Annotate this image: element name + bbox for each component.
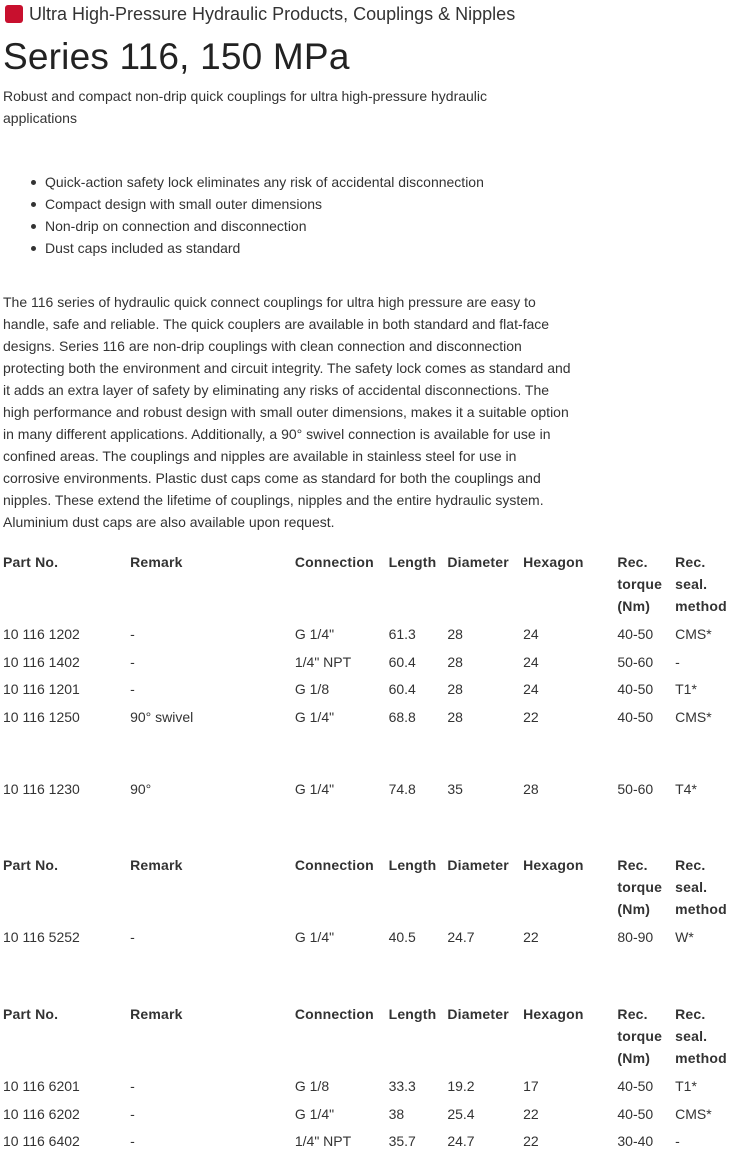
table-cell: - bbox=[130, 1133, 135, 1149]
table-cell: 10 116 1202 bbox=[3, 626, 80, 642]
table-cell: 24 bbox=[523, 681, 539, 697]
header-line: (Nm) bbox=[617, 598, 651, 614]
col-part-no: Part No. bbox=[3, 857, 59, 873]
table-cell: 22 bbox=[523, 929, 539, 945]
table-cell: 68.8 bbox=[388, 708, 416, 725]
table-cell: 90° swivel bbox=[130, 708, 194, 725]
table-cell: 28 bbox=[447, 708, 463, 725]
table-cell: 40-50 bbox=[617, 626, 654, 642]
table-cell: CMS* bbox=[675, 708, 712, 725]
table-cell: T4* bbox=[675, 780, 697, 797]
table-cell: T1* bbox=[675, 1078, 697, 1094]
table-cell: - bbox=[130, 681, 135, 697]
table-cell: G 1/8 bbox=[294, 1078, 330, 1094]
spec-table-nipple bbox=[0, 854, 735, 954]
table-header-row bbox=[0, 551, 735, 623]
page-title: Series 116, 150 MPa bbox=[3, 36, 350, 77]
table-header-row bbox=[0, 854, 735, 926]
table-cell: 24.7 bbox=[447, 1133, 475, 1149]
header-line: method bbox=[675, 598, 727, 614]
table-row bbox=[0, 1075, 735, 1103]
table-cell: W* bbox=[675, 929, 694, 945]
col-hexagon: Hexagon bbox=[523, 1006, 584, 1022]
table-row bbox=[0, 1103, 735, 1131]
col-part-no: Part No. bbox=[3, 554, 59, 570]
table-cell: 10 116 6402 bbox=[3, 1133, 80, 1149]
col-diameter: Diameter bbox=[447, 857, 509, 873]
table-cell: - bbox=[130, 1105, 135, 1122]
col-torque bbox=[617, 551, 675, 623]
header-line: Rec. bbox=[617, 1006, 648, 1022]
col-hexagon: Hexagon bbox=[523, 554, 584, 570]
col-torque bbox=[617, 854, 675, 926]
header-line: Rec. bbox=[675, 1006, 706, 1022]
table-cell: G 1/4" bbox=[294, 626, 335, 642]
table-cell: - bbox=[675, 1133, 680, 1149]
spec-table-couplings bbox=[0, 551, 735, 805]
table-cell: 10 116 1230 bbox=[3, 780, 80, 797]
table-row bbox=[0, 706, 735, 778]
table-row bbox=[0, 926, 735, 954]
table-cell: 50-60 bbox=[617, 780, 654, 797]
col-diameter: Diameter bbox=[447, 554, 509, 570]
table-cell: - bbox=[130, 1078, 135, 1094]
col-torque bbox=[617, 1003, 675, 1075]
page-subtitle: Robust and compact non-drip quick couplings for ultra high-pressure hydraulic applications bbox=[3, 88, 488, 126]
table-cell: 1/4" NPT bbox=[294, 653, 352, 670]
header-line: seal. bbox=[675, 576, 708, 592]
col-hexagon: Hexagon bbox=[523, 857, 584, 873]
col-length: Length bbox=[388, 1006, 437, 1022]
table-cell: 90° bbox=[130, 780, 152, 797]
col-length: Length bbox=[388, 857, 437, 873]
product-description: The 116 series of hydraulic quick connect couplings for ultra high pressure are easy to handle, safe and reliable. The quick couplers are available in both standard and flat-face designs. Series 116 are non-drip couplings with clean connection and disconnection protecting both the environment and circuit integrity. The safety lock comes as standard and it adds an extra layer of safety by eliminating any risks of accidental disconnections. The high performance and robust design with small outer dimensions, makes it a suitable option in many different applications. Additionally, a 90° swivel connection is available for use in confined areas. The couplings and nipples are available in stainless steel for use in corrosive environments. Plastic dust caps come as standard for both the couplings and nipples. These extend the lifetime of couplings, nipples and the entire hydraulic system. Aluminium dust caps are also available upon request. bbox=[3, 294, 571, 530]
col-connection: Connection bbox=[294, 1006, 374, 1022]
table-cell: 17 bbox=[523, 1078, 539, 1094]
feature-list bbox=[0, 171, 484, 259]
col-length: Length bbox=[388, 554, 437, 570]
table-cell: G 1/8 bbox=[294, 681, 330, 697]
feature-item: Compact design with small outer dimensions bbox=[45, 193, 484, 215]
table-cell: 33.3 bbox=[388, 1078, 416, 1094]
header-line: method bbox=[675, 901, 727, 917]
table-cell: 38 bbox=[388, 1105, 405, 1122]
header-line: (Nm) bbox=[617, 1050, 651, 1066]
col-diameter: Diameter bbox=[447, 1006, 509, 1022]
table-cell: 10 116 1250 bbox=[3, 708, 80, 725]
table-cell: 50-60 bbox=[617, 653, 654, 670]
table-cell: 10 116 6202 bbox=[3, 1105, 80, 1122]
table-cell: CMS* bbox=[675, 626, 712, 642]
table-row bbox=[0, 623, 735, 651]
table-cell: 60.4 bbox=[388, 681, 416, 697]
table-cell: - bbox=[675, 653, 680, 670]
table-cell: 19.2 bbox=[447, 1078, 475, 1094]
feature-item: Quick-action safety lock eliminates any risk of accidental disconnection bbox=[45, 171, 484, 193]
header-line: seal. bbox=[675, 1028, 708, 1044]
table-cell: 10 116 1201 bbox=[3, 681, 80, 697]
table-cell: G 1/4" bbox=[294, 708, 335, 725]
header-line: torque bbox=[617, 1028, 663, 1044]
breadcrumb[interactable] bbox=[5, 3, 515, 25]
spec-table-nipples bbox=[0, 1003, 735, 1158]
table-cell: 40-50 bbox=[617, 708, 654, 725]
table-cell: 28 bbox=[447, 653, 463, 670]
table-cell: 10 116 6201 bbox=[3, 1078, 80, 1094]
breadcrumb-label[interactable]: Ultra High-Pressure Hydraulic Products, Couplings & Nipples bbox=[29, 3, 516, 24]
table-cell: 60.4 bbox=[388, 653, 416, 670]
col-remark: Remark bbox=[130, 857, 183, 873]
category-square-icon bbox=[5, 5, 23, 23]
table-row bbox=[0, 651, 735, 679]
table-cell: 28 bbox=[447, 626, 463, 642]
table-cell: 10 116 5252 bbox=[3, 929, 80, 945]
table-cell: - bbox=[130, 653, 135, 670]
col-seal-method bbox=[675, 854, 735, 926]
table-cell: 40.5 bbox=[388, 929, 416, 945]
table-cell: 40-50 bbox=[617, 1078, 654, 1094]
table-row bbox=[0, 678, 735, 706]
table-cell: CMS* bbox=[675, 1105, 712, 1122]
table-cell: 35 bbox=[447, 780, 463, 797]
col-connection: Connection bbox=[294, 554, 374, 570]
header-line: torque bbox=[617, 576, 663, 592]
table-cell: 40-50 bbox=[617, 681, 654, 697]
table-cell: T1* bbox=[675, 681, 697, 697]
header-line: (Nm) bbox=[617, 901, 651, 917]
table-cell: 40-50 bbox=[617, 1105, 654, 1122]
table-cell: 24 bbox=[523, 653, 539, 670]
table-cell: G 1/4" bbox=[294, 1105, 335, 1122]
table-cell: 80-90 bbox=[617, 929, 654, 945]
table-cell: G 1/4" bbox=[294, 780, 335, 797]
header-line: torque bbox=[617, 879, 663, 895]
table-cell: 35.7 bbox=[388, 1133, 416, 1149]
table-cell: 25.4 bbox=[447, 1105, 475, 1122]
feature-item: Non-drip on connection and disconnection bbox=[45, 215, 484, 237]
feature-item: Dust caps included as standard bbox=[45, 237, 484, 259]
table-cell: - bbox=[130, 929, 135, 945]
header-line: seal. bbox=[675, 879, 708, 895]
table-cell: G 1/4" bbox=[294, 929, 335, 945]
header-line: method bbox=[675, 1050, 727, 1066]
table-cell: 30-40 bbox=[617, 1133, 654, 1149]
table-cell: 22 bbox=[523, 1133, 539, 1149]
header-line: Rec. bbox=[675, 554, 706, 570]
table-cell: 10 116 1402 bbox=[3, 653, 80, 670]
table-cell: 24.7 bbox=[447, 929, 475, 945]
table-cell: 74.8 bbox=[388, 780, 416, 797]
header-line: Rec. bbox=[675, 857, 706, 873]
table-cell: 61.3 bbox=[388, 626, 416, 642]
header-line: Rec. bbox=[617, 554, 648, 570]
col-seal-method bbox=[675, 1003, 735, 1075]
col-remark: Remark bbox=[130, 1006, 183, 1022]
table-cell: 22 bbox=[523, 1105, 539, 1122]
table-cell: 24 bbox=[523, 626, 539, 642]
table-cell: - bbox=[130, 626, 135, 642]
table-header-row bbox=[0, 1003, 735, 1075]
table-cell: 28 bbox=[447, 681, 463, 697]
table-row bbox=[0, 1130, 735, 1158]
col-seal-method bbox=[675, 551, 735, 623]
col-remark: Remark bbox=[130, 554, 183, 570]
col-part-no: Part No. bbox=[3, 1006, 59, 1022]
table-cell: 22 bbox=[523, 708, 539, 725]
table-cell: 28 bbox=[523, 780, 539, 797]
header-line: Rec. bbox=[617, 857, 648, 873]
table-cell: 1/4" NPT bbox=[294, 1133, 352, 1149]
col-connection: Connection bbox=[294, 857, 374, 873]
table-row bbox=[0, 778, 735, 806]
